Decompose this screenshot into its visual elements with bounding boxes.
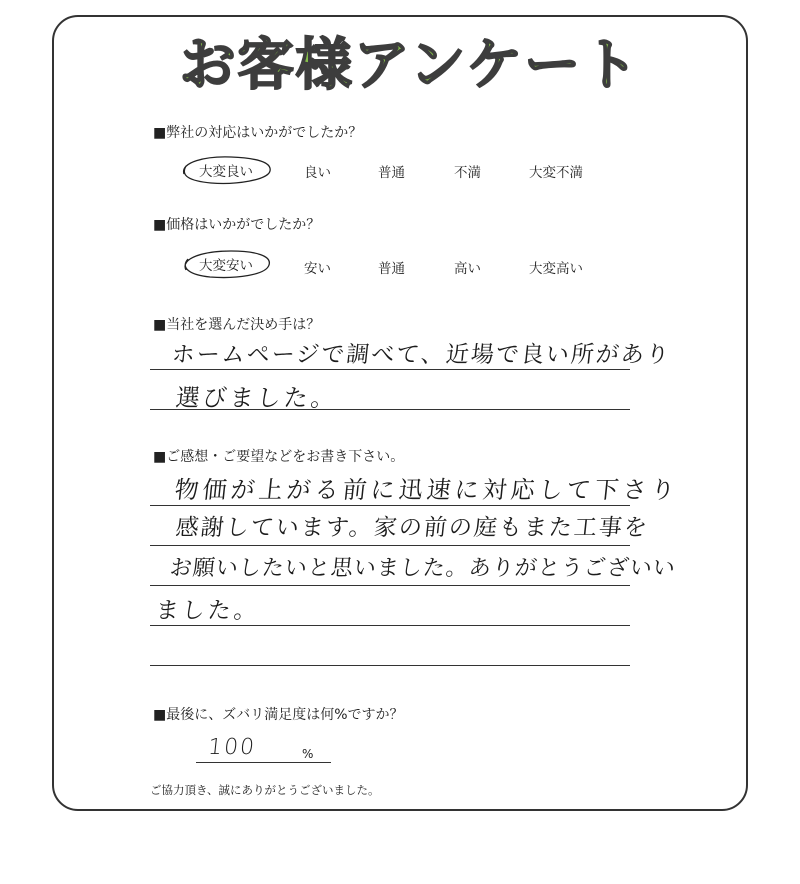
question-price: ■価格はいかがでしたか？	[153, 217, 321, 233]
answer-comments-line-1: 物価が上がる前に迅速に対応して下さり	[173, 476, 681, 504]
option-service-good[interactable]: 良い	[304, 165, 331, 181]
answer-line	[150, 665, 630, 666]
question-satisfaction: ■最後に、ズバリ満足度は何%ですか？	[153, 707, 404, 723]
question-deciding-factor: ■当社を選んだ決め手は？	[153, 317, 321, 333]
question-service: ■弊社の対応はいかがでしたか？	[153, 125, 363, 141]
answer-comments-line-3: お願いしたいと思いました。ありがとうございい	[168, 556, 678, 581]
thank-you-note: ご協力頂き、誠にありがとうございました。	[150, 783, 380, 797]
answer-deciding-factor-line-2: 選びました。	[174, 384, 340, 412]
answer-line	[150, 409, 630, 410]
answer-line	[150, 585, 630, 586]
option-service-dissatisfied[interactable]: 不満	[454, 165, 481, 181]
option-service-very-dissatisfied[interactable]: 大変不満	[529, 165, 583, 181]
answer-line	[150, 369, 630, 370]
answer-line	[150, 625, 630, 626]
satisfaction-line	[196, 762, 331, 763]
option-price-expensive[interactable]: 高い	[454, 261, 481, 277]
answer-comments-line-2: 感謝しています。家の前の庭もまた工事を	[174, 515, 651, 541]
answer-line	[150, 505, 630, 506]
answer-deciding-factor-line-1: ホームページで調べて、近場で良い所があり	[170, 342, 673, 368]
option-service-normal[interactable]: 普通	[378, 165, 405, 181]
answer-comments-line-4: ました。	[154, 598, 262, 624]
satisfaction-unit: %	[302, 747, 314, 761]
answer-line	[150, 545, 630, 546]
option-price-very-expensive[interactable]: 大変高い	[529, 261, 583, 277]
option-service-very-good-circled[interactable]: 大変良い	[176, 152, 276, 188]
option-price-cheap[interactable]: 安い	[304, 261, 331, 277]
option-price-very-cheap-circled[interactable]: 大変安い	[176, 246, 276, 282]
question-comments: ■ご感想・ご要望などをお書き下さい。	[153, 449, 405, 465]
option-price-normal[interactable]: 普通	[378, 261, 405, 277]
satisfaction-value: 100	[206, 735, 258, 760]
survey-title: お客様アンケート	[179, 33, 641, 98]
